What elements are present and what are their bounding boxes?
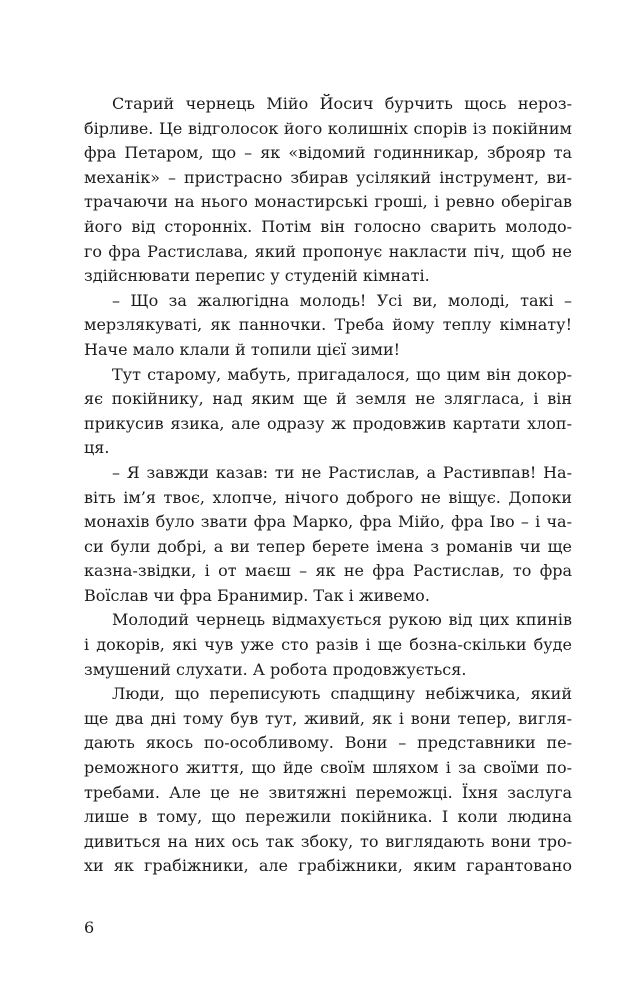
- body-text: [84, 92, 572, 879]
- text-line: Воїслав чи фра Бранимир. Так і живемо.: [84, 585, 430, 605]
- text-line: Молодий чернець відмахується рукою від цих кпинів: [112, 610, 572, 630]
- text-line: Тут старому, мабуть, пригадалося, що цим він докор-: [112, 364, 572, 384]
- text-line: здійснювати перепис у студеній кімнаті.: [84, 266, 430, 286]
- text-line: ця.: [84, 438, 110, 458]
- text-line: казна-звідки, і от маєш – як не фра Растислав, то фра: [84, 561, 572, 581]
- text-line: бірливе. Це відголосок його колишніх спорів із покійним: [84, 118, 572, 138]
- text-line: – Що за жалюгідна молодь! Усі ви, молоді, такі –: [112, 290, 572, 310]
- text-line: мерзлякуваті, як панночки. Треба йому теплу кімнату!: [84, 315, 572, 335]
- text-line: монахів було звати фра Марко, фра Мійо, фра Іво – і ча-: [84, 512, 572, 532]
- text-line: механік» – пристрасно збирав усілякий інструмент, ви-: [84, 167, 572, 187]
- text-line: требами. Але це не звитяжні переможці. Їхня заслуга: [84, 782, 572, 802]
- text-line: дивиться на них ось так збоку, то виглядають вони тро-: [84, 831, 572, 851]
- text-line: си були добрі, а ви тепер берете імена з романів чи ще: [84, 536, 572, 556]
- text-line: його від сторонніх. Потім він голосно сварить молодо-: [84, 216, 572, 236]
- text-line: змушений слухати. А робота продовжується.: [84, 659, 467, 679]
- text-line: трачаючи на нього монастирські гроші, і ревно оберігав: [84, 192, 572, 212]
- text-line: лише в тому, що пережили покійника. І коли людина: [84, 807, 572, 827]
- text-line: прикусив язика, але одразу ж продовжив картати хлоп-: [84, 413, 572, 433]
- text-line: віть ім’я твоє, хлопче, нічого доброго не віщує. Допоки: [84, 487, 572, 507]
- text-line: ще два дні тому був тут, живий, як і вони тепер, вигля-: [84, 708, 572, 728]
- text-line: фра Петаром, що – як «відомий годинникар, зброяр та: [84, 143, 572, 163]
- text-line: го фра Растислава, який пропонує накласти піч, щоб не: [84, 241, 572, 261]
- page-number: 6: [84, 918, 95, 937]
- text-line: хи як грабіжники, але грабіжники, яким гарантовано: [84, 856, 572, 876]
- text-line: реможного життя, що йде своїм шляхом і за своїми по-: [84, 758, 572, 778]
- text-line: і докорів, які чув уже сто разів і ще бозна-скільки буде: [84, 635, 572, 655]
- text-line: – Я завжди казав: ти не Растислав, а Растивпав! На-: [112, 462, 572, 482]
- text-line: Люди, що переписують спадщину небіжчика, який: [112, 684, 572, 704]
- text-line: Наче мало клали й топили цієї зими!: [84, 339, 401, 359]
- text-line: яє покійнику, над яким ще й земля не злягласа, і він: [84, 389, 572, 409]
- text-line: дають якось по-особливому. Вони – представники пе-: [84, 733, 572, 753]
- text-line: Старий чернець Мійо Йосич бурчить щось нероз-: [112, 94, 572, 113]
